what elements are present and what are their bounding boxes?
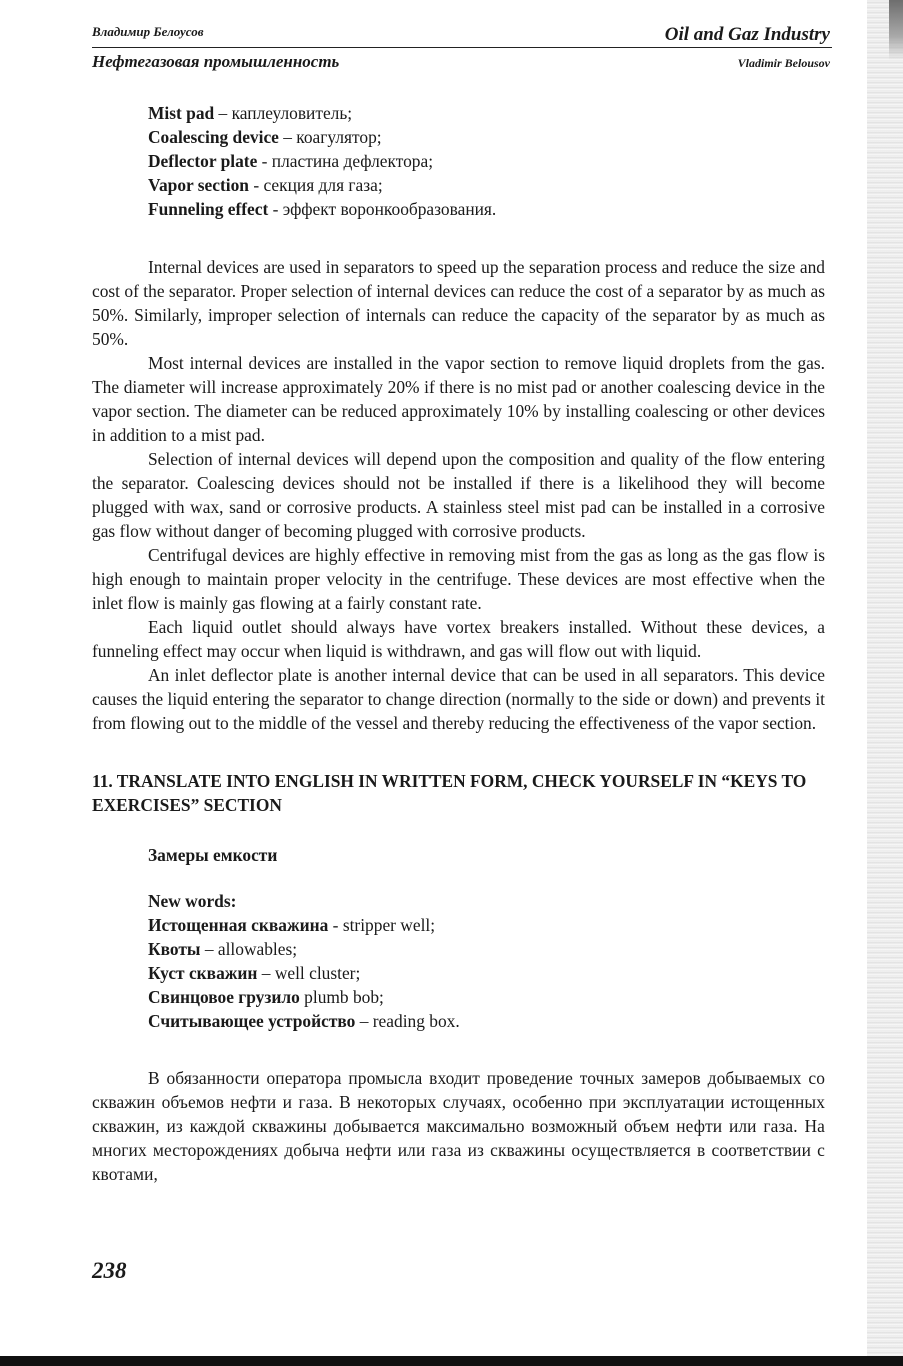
spacer [92,817,825,843]
glossary-term: Funneling effect [148,199,269,219]
glossary-definition: каплеуловитель; [231,103,353,123]
glossary-definition: пластина дефлектора; [271,151,434,171]
running-header-bottom [92,52,830,72]
glossary-separator: – [214,103,232,123]
glossary-definition: секция для газа; [263,175,383,195]
new-word-definition: stripper well; [342,915,436,935]
spacer [92,1033,825,1066]
new-word-definition: allowables; [217,939,298,959]
new-words-label [148,889,825,913]
new-word-separator: – [200,939,218,959]
glossary-separator: – [278,127,297,147]
glossary-separator: - [248,175,264,195]
new-word-separator: – [355,1011,373,1031]
new-word-definition: well cluster; [274,963,361,983]
new-word-term: Квоты [148,939,201,959]
new-word-separator: - [328,915,343,935]
body-paragraph: An inlet deflector plate is another internal device that can be used in all separators. This device causes the liquid entering the separator to change direction (normally to the side or down) and prevents it from flowing out to the middle of the vessel and thereby reducing the effectiveness of the vapor section. [92,665,825,733]
glossary-item [148,125,825,149]
spacer [92,221,825,255]
new-words-list [92,889,825,1033]
new-word-term: Истощенная скважина [148,915,329,935]
new-word-item [148,937,825,961]
header-title-ru: Нефтегазовая промышленность [92,52,340,71]
running-header-top [92,24,830,46]
new-word-separator: – [257,963,275,983]
header-title-en: Oil and Gaz Industry [664,24,830,45]
new-word-item [148,961,825,985]
exercise-subtitle: Замеры емкости [148,845,278,865]
new-word-term: Куст скважин [148,963,258,983]
body-paragraph: Centrifugal devices are highly effective in removing mist from the gas as long as the gas flow is high enough to maintain proper velocity in the centrifuge. These devices are most effective when the inlet flow is mainly gas flowing at a fairly constant rate. [92,545,825,613]
new-word-term: Считывающее устройство [148,1011,356,1031]
glossary-separator: - [268,199,283,219]
new-word-item [148,985,825,1009]
header-author-ru: Владимир Белоусов [92,24,204,39]
body-paragraph: Each liquid outlet should always have vortex breakers installed. Without these devices, a funneling effect may occur when liquid is withdrawn, and gas will flow out with liquid. [92,617,825,661]
new-words-label-text: New words: [148,891,237,911]
glossary-item [148,149,825,173]
glossary-item [148,197,825,221]
body-paragraph: Internal devices are used in separators to speed up the separation process and reduce the size and cost of the separator. Proper selection of internal devices can reduce the cost of a separator by as much as 50%. Similarly, improper selection of internals can reduce the capacity of the separator by as much as 50%. [92,257,825,349]
glossary-definition: коагулятор; [296,127,382,147]
glossary-term: Coalescing device [148,127,279,147]
spacer [92,867,825,889]
glossary-definition: эффект воронкообразования. [282,199,497,219]
scan-edge-shadow [867,0,903,1366]
new-word-term: Свинцовое грузило [148,987,300,1007]
spacer [92,735,825,769]
scan-bottom-border [0,1356,903,1366]
new-word-item [148,1009,825,1033]
russian-paragraph: В обязанности оператора промысла входит проведение точных замеров добываемых со скважин объемов нефти и газа. В некоторых случаях, особенно при эксплуатации истощенных скважин, из каждой скважины добывается максимально возможный объем нефти или газа. На многих месторождениях добыча нефти или газа из скважины осуществляется в соответствии с квотами, [92,1068,825,1184]
body-paragraph: Most internal devices are installed in the vapor section to remove liquid droplets from the gas. The diameter will increase approximately 20% if there is no mist pad or another coalescing device in the vapor section. The diameter can be reduced approximately 10% by installing coalescing or other devices in addition to a mist pad. [92,353,825,445]
glossary-term: Vapor section [148,175,249,195]
glossary-separator: - [257,151,272,171]
page-number: 238 [92,1258,127,1283]
glossary-term: Deflector plate [148,151,258,171]
new-word-item [148,913,825,937]
new-word-definition: plumb bob; [304,987,384,1007]
page-content [92,101,825,1186]
exercise-heading: 11. TRANSLATE INTO ENGLISH IN WRITTEN FORM, CHECK YOURSELF IN “KEYS TO EXERCISES” SECTION [92,771,807,815]
header-rule [92,47,832,48]
glossary-item [148,101,825,125]
body-paragraph: Selection of internal devices will depend upon the composition and quality of the flow entering the separator. Coalescing devices should not be installed if there is a likelihood they will become plugged with wax, sand or corrosive products. A stainless steel mist pad can be installed in a corrosive gas flow without danger of becoming plugged with corrosive products. [92,449,825,541]
glossary-term: Mist pad [148,103,215,123]
glossary-item [148,173,825,197]
new-word-definition: reading box. [372,1011,460,1031]
header-author-en: Vladimir Belousov [737,56,830,70]
glossary-list [92,101,825,221]
